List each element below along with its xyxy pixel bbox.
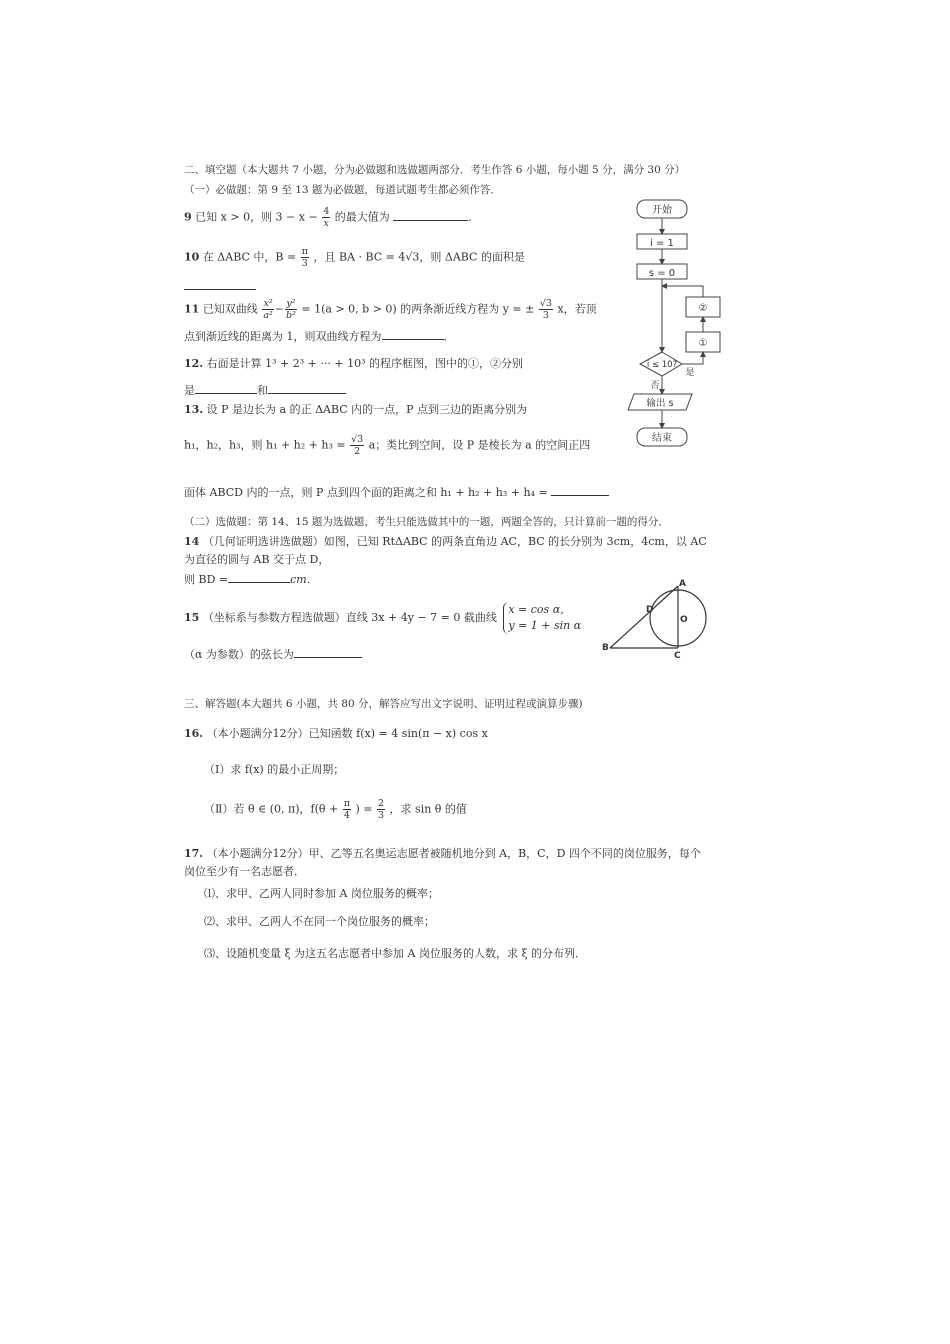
answer-blank <box>393 209 468 221</box>
question-15 <box>184 602 581 634</box>
segment-ab <box>610 586 678 648</box>
question-text: （本小题满分12分）甲、乙等五名奥运志愿者被随机地分到 A，B，C，D 四个不同的岗位服务，每个 <box>206 847 701 860</box>
flow-box-2-label: ② <box>698 303 708 314</box>
minus-sign: − <box>274 302 285 316</box>
label-o: O <box>680 615 688 625</box>
question-text: a；类比到空间，设 P 是棱长为 a 的空间正四 <box>368 438 591 452</box>
geometry-figure <box>598 576 718 660</box>
fraction <box>262 298 273 321</box>
punct: ． <box>443 330 455 343</box>
question-17-part1: ⑴、求甲、乙两人同时参加 A 岗位服务的概率； <box>204 887 439 900</box>
question-9 <box>184 206 479 229</box>
question-15-line2 <box>184 646 362 663</box>
parametric-system <box>503 602 581 634</box>
question-number: 10 <box>184 250 200 264</box>
question-text: 已知 x > 0，则 3 − x − <box>195 210 318 224</box>
question-number: 12. <box>184 357 204 370</box>
unit: cm． <box>290 573 318 586</box>
question-text: h₁，h₂，h₃，则 h₁ + h₂ + h₃ = <box>184 438 346 452</box>
flow-output-label: 输出 s <box>646 398 674 409</box>
question-16-part1: （Ⅰ）求 f(x) 的最小正周期； <box>204 763 345 776</box>
label-d: D <box>646 605 654 615</box>
frac-num: 2 <box>378 798 385 809</box>
question-16-part2 <box>204 798 467 821</box>
question-17 <box>184 846 701 862</box>
flow-condition-label: i ≤ 10? <box>646 360 678 370</box>
label-a: A <box>679 579 686 589</box>
question-17-line2: 岗位至少有一名志愿者． <box>184 865 305 878</box>
frac-num: √3 <box>351 434 364 445</box>
punct: ． <box>468 210 480 224</box>
answer-blank <box>382 328 444 340</box>
question-number: 15 <box>184 611 200 624</box>
frac-den: 4 <box>343 810 350 821</box>
frac-den: 3 <box>301 258 308 269</box>
question-text: （几何证明选讲选做题）如图，已知 RtΔABC 的两条直角边 AC，BC 的长分别为 3cm，4cm，以 AC <box>202 535 707 548</box>
flow-start-label: 开始 <box>652 205 672 216</box>
frac-num: √3 <box>539 298 552 309</box>
question-10 <box>184 246 525 269</box>
question-12-line2 <box>184 382 346 399</box>
answer-blank <box>551 484 609 496</box>
question-text: 已知双曲线 <box>202 302 258 316</box>
label-b: B <box>602 643 609 653</box>
question-13 <box>184 402 527 418</box>
system-line: y = 1 + sin α <box>508 619 582 632</box>
question-11-line2 <box>184 328 455 345</box>
answer-blank <box>268 382 346 394</box>
question-14-line3 <box>184 571 318 588</box>
required-note: （一）必做题：第 9 至 13 题为必做题，每道试题考生都必须作答． <box>184 184 501 196</box>
fraction <box>343 798 351 821</box>
system-line: x = cos α， <box>508 603 572 616</box>
question-number: 9 <box>184 210 192 224</box>
answer-blank <box>195 382 257 394</box>
frac-num: 4 <box>323 206 330 217</box>
answer-blank <box>294 646 362 658</box>
frac-num: y² <box>286 298 296 309</box>
question-text: 则 BD = <box>184 573 229 586</box>
question-text: 右面是计算 1³ + 2³ + ··· + 10³ 的程序框图，图中的①，②分别 <box>206 357 523 370</box>
flow-init-i-label: i = 1 <box>650 238 674 249</box>
question-text: 面体 ABCD 内的一点，则 P 点到四个面的距离之和 h₁ + h₂ + h₃ + h₄ = <box>184 486 548 499</box>
fraction <box>322 206 330 229</box>
question-11 <box>184 298 597 321</box>
question-text: 的最大值为 <box>334 210 390 224</box>
question-text: x，若顶 <box>557 302 597 316</box>
question-number: 17. <box>184 847 204 860</box>
frac-den: 3 <box>542 310 549 321</box>
question-14-line2: 为直径的圆与 AB 交于点 D， <box>184 553 330 566</box>
label-c: C <box>674 651 681 660</box>
answer-blank <box>184 278 256 290</box>
flow-box-1-label: ① <box>698 338 708 349</box>
fraction <box>350 434 364 457</box>
question-text: 是 <box>184 384 195 397</box>
question-17-part3: ⑶、设随机变量 ξ 为这五名志愿者中参加 A 岗位服务的人数，求 ξ 的分布列． <box>204 947 587 960</box>
frac-den: x <box>323 218 329 229</box>
fraction <box>285 298 297 321</box>
question-text: = 1(a > 0, b > 0) 的两条渐近线方程为 y = ± <box>301 302 535 316</box>
frac-num: π <box>343 798 350 809</box>
question-text: ，且 BA · BC = 4√3，则 ΔABC 的面积是 <box>313 250 525 264</box>
flowchart <box>620 192 730 454</box>
question-text: （Ⅱ）若 θ ∈ (0, π)，f(θ + <box>204 802 339 816</box>
fraction <box>377 798 385 821</box>
question-text: 设 P 是边长为 a 的正 ΔABC 内的一点，P 点到三边的距离分别为 <box>206 403 528 416</box>
frac-num: π <box>301 246 308 257</box>
flow-yes-label: 是 <box>685 368 695 378</box>
question-number: 13. <box>184 403 204 416</box>
question-12 <box>184 356 523 372</box>
question-text: 在 ΔABC 中，B = <box>202 250 297 264</box>
question-text: ) = <box>355 802 373 816</box>
question-14 <box>184 534 707 550</box>
question-number: 14 <box>184 535 200 548</box>
fraction <box>539 298 553 321</box>
question-16 <box>184 726 488 742</box>
question-13-line3 <box>184 484 609 501</box>
elective-note: （二）选做题：第 14、15 题为选做题，考生只能选做其中的一题，两题全答的，只计算前一题的得分． <box>184 516 669 528</box>
flow-no-label: 否 <box>650 381 660 391</box>
frac-den: b² <box>286 310 296 321</box>
question-text: ，求 sin θ 的值 <box>389 802 467 816</box>
question-number: 11 <box>184 302 200 316</box>
frac-den: 2 <box>354 446 361 457</box>
section3-header: 三、解答题(本大题共 6 小题，共 80 分，解答应写出文字说明、证明过程或演算步骤) <box>184 698 583 710</box>
question-text: 和 <box>257 384 268 397</box>
answer-blank <box>228 571 290 583</box>
question-text: （本小题满分12分）已知函数 f(x) = 4 sin(π − x) cos x <box>206 727 488 740</box>
flow-init-s-label: s = 0 <box>648 268 676 279</box>
question-text: 点到渐近线的距离为 1，则双曲线方程为 <box>184 330 382 343</box>
fraction <box>301 246 309 269</box>
question-text: （α 为参数）的弦长为 <box>184 648 294 661</box>
flow-end-label: 结束 <box>652 433 672 444</box>
question-17-part2: ⑵、求甲、乙两人不在同一个岗位服务的概率； <box>204 915 435 928</box>
frac-den: a² <box>263 310 273 321</box>
frac-num: x² <box>263 298 273 309</box>
frac-den: 3 <box>378 810 385 821</box>
question-text: （坐标系与参数方程选做题）直线 3x + 4y − 7 = 0 截曲线 <box>202 611 497 624</box>
section2-header: 二、填空题（本大题共 7 小题，分为必做题和选做题两部分．考生作答 6 小题，每小题 5 分，满分 30 分） <box>184 164 686 176</box>
question-13-line2 <box>184 434 590 457</box>
question-number: 16. <box>184 727 204 740</box>
